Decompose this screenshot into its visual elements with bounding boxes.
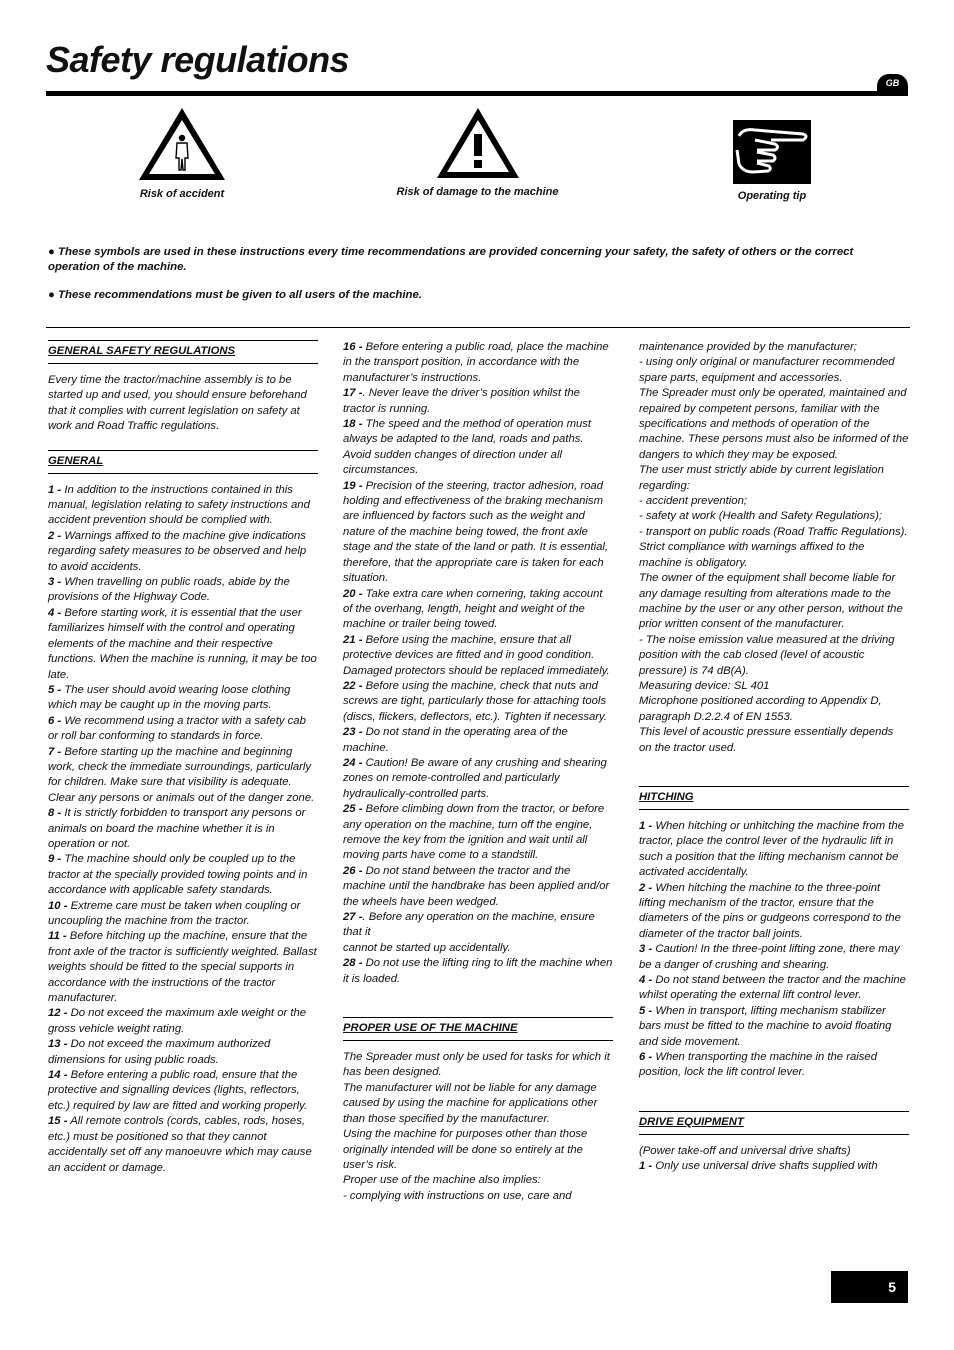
item-number: 14 - xyxy=(48,1069,68,1082)
paragraph: cannot be started up accidentally. xyxy=(343,941,511,954)
section-heading: GENERAL xyxy=(48,450,318,474)
numbered-item xyxy=(48,852,318,898)
symbol-caption: Risk of damage to the machine xyxy=(396,186,559,198)
item-text: Before starting up the machine and beginning work, check the immediate surroundings, particularly for children. Make sure that visibility is adequate. Clear any persons or animals out of the danger zone. xyxy=(48,745,315,804)
item-text: The machine should only be coupled up to the tractor at the specially provided towing points and in accordance with applicable safety standards. xyxy=(48,853,308,897)
item-text: We recommend using a tractor with a safety cab or roll bar conforming to standards in force. xyxy=(48,714,306,743)
item-number: 3 - xyxy=(48,576,62,589)
paragraph: The user must strictly abide by current legislation regarding: xyxy=(639,464,884,492)
item-text: All remote controls (cords, cables, rods, hoses, etc.) must be positioned so that they cannot accidentally set off any manoeuvre which may cause an accident or damage. xyxy=(48,1115,312,1174)
numbered-item xyxy=(48,606,318,683)
item-text: Do not stand between the tractor and the machine whilst operating the external lift control lever. xyxy=(639,974,906,1002)
numbered-item xyxy=(639,819,909,881)
item-number: 5 - xyxy=(639,1004,653,1017)
item-number: 2 - xyxy=(639,881,653,894)
item-text: Extreme care must be taken when coupling or uncoupling the machine from the tractor. xyxy=(48,899,301,927)
numbered-item xyxy=(48,1068,318,1114)
paragraph: The Spreader must only be operated, maintained and repaired by competent persons, familiar with the specifications and methods of operation of the machine. These persons must also be informed of the dangers to which they may be exposed. xyxy=(639,387,909,461)
header-rule xyxy=(46,91,908,96)
numbered-item xyxy=(343,417,613,479)
pointing-hand-icon xyxy=(733,120,811,184)
numbered-item xyxy=(343,802,613,864)
item-text: Before hitching up the machine, ensure that the front axle of the tractor is sufficiently weighted. Ballast weights should be fitted to the special supports in accordance with the instructions of the tractor manufacturer. xyxy=(48,930,317,1005)
spacer xyxy=(48,435,318,450)
paragraph: Every time the tractor/machine assembly is to be started up and used, you should ensure beforehand that it complies with current legislation on safety at work and Road Traffic regulations. xyxy=(48,374,307,433)
item-number: 17 - xyxy=(343,387,363,400)
item-number: 27 - xyxy=(343,911,363,924)
item-number: 19 - xyxy=(343,479,363,492)
symbol-risk-of-accident xyxy=(122,106,242,200)
item-number: 15 - xyxy=(48,1115,68,1128)
person-warning-triangle-icon xyxy=(137,106,227,182)
section-heading: PROPER USE OF THE MACHINE xyxy=(343,1017,613,1041)
item-number: 16 - xyxy=(343,341,363,353)
item-number: 1 - xyxy=(639,819,653,832)
item-number: 24 - xyxy=(343,756,363,769)
item-number: 5 - xyxy=(48,683,62,696)
numbered-item xyxy=(343,679,613,725)
text-column-2 xyxy=(343,340,613,1204)
item-number: 4 - xyxy=(639,974,653,987)
item-number: 23 - xyxy=(343,726,363,739)
numbered-item xyxy=(48,683,318,714)
numbered-item xyxy=(343,956,613,987)
item-text: Do not exceed the maximum authorized dimensions for using public roads. xyxy=(48,1038,271,1066)
item-text: When in transport, lifting mechanism stabilizer bars must be fitted to the machine to avoid floating and side movement. xyxy=(639,1004,892,1048)
paragraph: The manufacturer will not be liable for any damage caused by using the machine for applications other than those specified by the manufacturer. xyxy=(343,1081,598,1125)
spacer xyxy=(639,756,909,771)
item-text: Before entering a public road, place the machine in the transport position, in accordance with the manufacturer’s instructions. xyxy=(343,341,609,384)
item-text: When transporting the machine in the raised position, lock the lift control lever. xyxy=(639,1051,877,1079)
numbered-item xyxy=(48,1006,318,1037)
note-all-users: ● These recommendations must be given to all users of the machine. xyxy=(48,289,423,301)
numbered-item xyxy=(343,479,613,587)
numbered-item xyxy=(48,483,318,529)
item-number: 21 - xyxy=(343,633,363,646)
spacer xyxy=(343,987,613,1002)
section-heading: DRIVE EQUIPMENT xyxy=(639,1111,909,1135)
item-text: The speed and the method of operation must always be adapted to the land, roads and paths. Avoid sudden changes of direction under all circumstances. xyxy=(343,418,592,477)
paragraph: The Spreader must only be used for tasks for which it has been designed. xyxy=(343,1051,610,1079)
paragraph: The owner of the equipment shall become liable for any damage resulting from alterations made to the machine by the user or any other person, without the prior written consent of the manufacturer. xyxy=(639,572,903,631)
item-text: Do not use the lifting ring to lift the machine when it is loaded. xyxy=(343,957,613,985)
numbered-item xyxy=(343,386,613,417)
paragraph: Microphone positioned according to Appendix D, paragraph D.2.2.4 of EN 1553. xyxy=(639,695,882,723)
item-text: Take extra care when cornering, taking account of the overhang, length, height and weight of the machine or trailer being towed. xyxy=(343,587,603,631)
item-number: 6 - xyxy=(639,1051,653,1064)
paragraph: - using only original or manufacturer recommended spare parts, equipment and accessories. xyxy=(639,356,895,384)
paragraph: - complying with instructions on use, care and xyxy=(343,1189,572,1202)
note-symbols-usage: ● These symbols are used in these instructions every time recommendations are provided concerning your safety, the safety of others or the correct operation of the machine. xyxy=(48,246,854,273)
text-column-1 xyxy=(48,340,318,1176)
paragraph: Proper use of the machine also implies: xyxy=(343,1174,541,1187)
item-number: 4 - xyxy=(48,606,62,619)
paragraph: Measuring device: SL 401 xyxy=(639,679,770,692)
item-text: Before climbing down from the tractor, or before any operation on the machine, turn off the engine, remove the key from the ignition and wait until all moving parts have come to a standstill. xyxy=(343,803,605,862)
item-text: Before starting work, it is essential that the user familiarizes himself with the control and operating elements of the machine and their respective functions. When the machine is running, it may be too late. xyxy=(48,606,317,681)
item-text: Before using the machine, ensure that all protective devices are fitted and in good condition. Damaged protectors should be replaced immediately. xyxy=(343,633,610,677)
language-badge: GB xyxy=(877,74,908,93)
numbered-item xyxy=(48,745,318,807)
numbered-item xyxy=(343,725,613,756)
page-number: 5 xyxy=(831,1271,908,1303)
numbered-item xyxy=(343,756,613,802)
item-number: 12 - xyxy=(48,1007,68,1020)
item-number: 2 - xyxy=(48,529,62,542)
numbered-item xyxy=(343,587,613,633)
page-title: Safety regulations xyxy=(46,39,350,80)
item-text: Caution! In the three-point lifting zone, there may be a danger of crushing and shearing. xyxy=(639,943,900,971)
item-text: . Never leave the driver’s position whilst the tractor is running. xyxy=(343,387,580,415)
paragraph: (Power take-off and universal drive shafts) xyxy=(639,1144,851,1157)
paragraph: - accident prevention; xyxy=(639,495,748,508)
item-number: 26 - xyxy=(343,864,363,877)
item-number: 10 - xyxy=(48,899,68,912)
paragraph: - safety at work (Health and Safety Regulations); xyxy=(639,510,882,523)
item-number: 3 - xyxy=(639,943,653,956)
exclamation-warning-triangle-icon xyxy=(435,106,521,180)
text-column-3 xyxy=(639,340,909,1175)
paragraph: Using the machine for purposes other than those originally intended will be done so entirely at the user’s risk. xyxy=(343,1128,588,1171)
section-divider xyxy=(46,327,910,328)
section-heading: HITCHING xyxy=(639,786,909,810)
item-number: 1 - xyxy=(639,1160,653,1173)
numbered-item xyxy=(48,899,318,930)
paragraph: Strict compliance with warnings affixed to the machine is obligatory. xyxy=(639,541,865,569)
numbered-item xyxy=(639,942,909,973)
item-text: Do not stand between the tractor and the machine until the handbrake has been applied and/or the wheels have been wedged. xyxy=(343,864,610,908)
item-text: Warnings affixed to the machine give indications regarding safety measures to be observed and help to avoid accidents. xyxy=(48,529,307,573)
paragraph: This level of acoustic pressure essentially depends on the tractor used. xyxy=(639,726,894,754)
symbol-operating-tip xyxy=(722,120,822,202)
item-text: When hitching or unhitching the machine from the tractor, place the control lever of the hydraulic lift in such a position that the lifting mechanism cannot be activated accidentally. xyxy=(639,819,904,879)
item-number: 13 - xyxy=(48,1038,68,1051)
item-text: Caution! Be aware of any crushing and shearing zones on remote-controlled and particularly hydraulically-controlled parts. xyxy=(343,756,607,800)
spacer xyxy=(639,1081,909,1096)
paragraph: - transport on public roads (Road Traffic Regulations). xyxy=(639,525,908,538)
numbered-item xyxy=(48,1037,318,1068)
numbered-item xyxy=(48,806,318,852)
numbered-item xyxy=(639,1004,909,1050)
item-text: Do not exceed the maximum axle weight or the gross vehicle weight rating. xyxy=(48,1007,307,1035)
numbered-item xyxy=(639,1050,909,1081)
item-text: In addition to the instructions contained in this manual, legislation relating to safety instructions and accident prevention should be complied with. xyxy=(48,483,310,527)
item-number: 8 - xyxy=(48,807,62,820)
item-text: When travelling on public roads, abide by the provisions of the Highway Code. xyxy=(48,576,290,604)
section-heading: GENERAL SAFETY REGULATIONS xyxy=(48,340,318,364)
item-number: 6 - xyxy=(48,714,62,727)
item-text: Before entering a public road, ensure that the protective and signalling devices (lights, reflectors, etc.) required by law are fitted and working properly. xyxy=(48,1069,308,1112)
item-number: 20 - xyxy=(343,587,363,600)
numbered-item xyxy=(639,1159,909,1174)
item-text: Precision of the steering, tractor adhesion, road holding and effectiveness of the braking mechanism are influenced by factors such as the weight and nature of the machine being towed, the front axle stage and the state of the land or path. It is essential, therefore, that the appropriate care is taken for each situation. xyxy=(343,479,609,585)
item-text: The user should avoid wearing loose clothing which may be caught up in the moving parts. xyxy=(48,683,291,712)
item-number: 1 - xyxy=(48,483,62,496)
numbered-item xyxy=(48,714,318,745)
numbered-item xyxy=(48,929,318,1006)
numbered-item xyxy=(343,633,613,679)
symbol-caption: Operating tip xyxy=(737,190,807,202)
item-text: Before using the machine, check that nuts and screws are tight, particularly those for attaching tools (discs, flickers, deflectors, etc.). Tighten if necessary. xyxy=(343,679,607,723)
item-number: 22 - xyxy=(343,679,363,692)
item-text: . Before any operation on the machine, ensure that it xyxy=(343,911,595,939)
numbered-item xyxy=(639,973,909,1004)
numbered-item xyxy=(343,864,613,910)
spacer xyxy=(343,1002,613,1017)
symbol-risk-of-damage xyxy=(380,106,575,198)
numbered-item xyxy=(48,529,318,575)
numbered-item xyxy=(343,910,613,941)
paragraph: maintenance provided by the manufacturer; xyxy=(639,341,857,353)
item-number: 9 - xyxy=(48,853,62,866)
item-text: When hitching the machine to the three-point lifting mechanism of the tractor, ensure that the diameters of the pins or gudgeons correspond to the diameter of the tractor ball joints. xyxy=(639,881,901,940)
spacer xyxy=(639,771,909,786)
item-text: Only use universal drive shafts supplied with xyxy=(652,1160,878,1173)
item-number: 7 - xyxy=(48,745,62,758)
numbered-item xyxy=(639,881,909,943)
item-number: 18 - xyxy=(343,418,363,431)
symbol-caption: Risk of accident xyxy=(139,188,225,200)
item-number: 25 - xyxy=(343,803,363,816)
item-text: It is strictly forbidden to transport any persons or animals on board the machine whether it is in operation or not. xyxy=(48,807,306,850)
spacer xyxy=(639,1096,909,1111)
item-text: Do not stand in the operating area of the machine. xyxy=(343,726,568,754)
item-number: 11 - xyxy=(48,930,67,943)
numbered-item xyxy=(48,575,318,606)
paragraph: - The noise emission value measured at the driving position with the cab closed (level of acoustic pressure) is 74 dB(A). xyxy=(639,633,895,677)
numbered-item xyxy=(48,1114,318,1176)
item-number: 28 - xyxy=(343,957,363,970)
numbered-item xyxy=(343,340,613,386)
